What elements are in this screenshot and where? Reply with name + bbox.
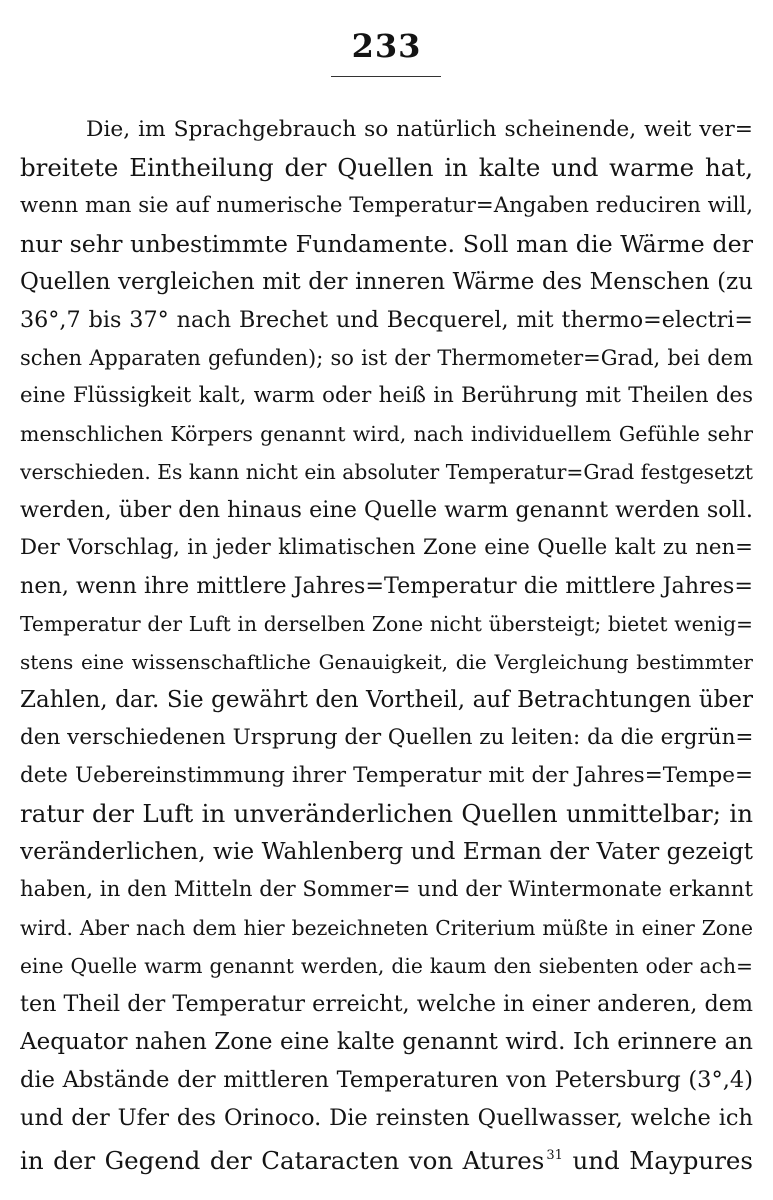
text-line: 36°,7 bis 37° nach Brechet und Becquerel, mit thermo=electri= [20,307,753,333]
text-line: die Abstände der mittleren Temperaturen von Petersburg (3°,4) [20,1067,753,1093]
text-line: und der Ufer des Orinoco. Die reinsten Quellwasser, welche ich [20,1105,753,1131]
text-line-segment: und Maypures [572,1146,753,1175]
text-line: wenn man sie auf numerische Temperatur=Angaben reduciren will, [20,193,753,218]
text-line: Quellen vergleichen mit der inneren Wärme des Menschen (zu [20,269,753,295]
header-rule [331,76,441,77]
text-line: eine Flüssigkeit kalt, warm oder heiß in Berührung mit Theilen des [20,383,753,408]
text-line: Temperatur der Luft in derselben Zone nicht übersteigt; bietet wenig= [20,612,753,636]
text-line: dete Uebereinstimmung ihrer Temperatur mit der Jahres=Tempe= [20,763,753,788]
text-line: nur sehr unbestimmte Fundamente. Soll man die Wärme der [20,230,753,258]
body-text [20,111,753,1175]
text-line: ratur der Luft in unveränderlichen Quellen unmittelbar; in [20,799,753,828]
text-line: eine Quelle warm genannt werden, die kaum den siebenten oder ach= [20,954,753,978]
text-line: Zahlen, dar. Sie gewährt den Vortheil, auf Betrachtungen über [20,687,753,713]
text-line: breitete Eintheilung der Quellen in kalte und warme hat, [20,153,753,182]
text-line: Aequator nahen Zone eine kalte genannt wird. Ich erinnere an [20,1029,753,1055]
text-line: stens eine wissenschaftliche Genauigkeit, die Vergleichung bestimmter [20,650,753,674]
page-number: 233 [351,27,422,65]
text-line-last [20,1137,753,1175]
text-line-segment: in der Gegend der Cataracten von Atures [20,1146,545,1175]
text-line: nen, wenn ihre mittlere Jahres=Temperatur die mittlere Jahres= [20,573,753,599]
text-line: haben, in den Mitteln der Sommer= und der Wintermonate erkannt [20,877,753,902]
footnote-marker[interactable]: 31 [546,1148,563,1163]
text-line: schen Apparaten gefunden); so ist der Thermometer=Grad, bei dem [20,346,753,370]
text-line: verschieden. Es kann nicht ein absoluter Temperatur=Grad festgesetzt [20,460,753,484]
text-line: Die, im Sprachgebrauch so natürlich scheinende, weit ver= [86,117,753,142]
text-line: ten Theil der Temperatur erreicht, welche in einer anderen, dem [20,991,753,1017]
text-line: werden, über den hinaus eine Quelle warm genannt werden soll. [20,497,753,523]
text-line: menschlichen Körpers genannt wird, nach individuellem Gefühle sehr [20,422,753,446]
text-line: veränderlichen, wie Wahlenberg und Erman der Vater gezeigt [20,838,753,865]
text-line: den verschiedenen Ursprung der Quellen zu leiten: da die ergrün= [20,725,753,750]
text-line: Der Vorschlag, in jeder klimatischen Zone eine Quelle kalt zu nen= [20,535,753,560]
text-line: wird. Aber nach dem hier bezeichneten Criterium müßte in einer Zone [20,916,753,940]
